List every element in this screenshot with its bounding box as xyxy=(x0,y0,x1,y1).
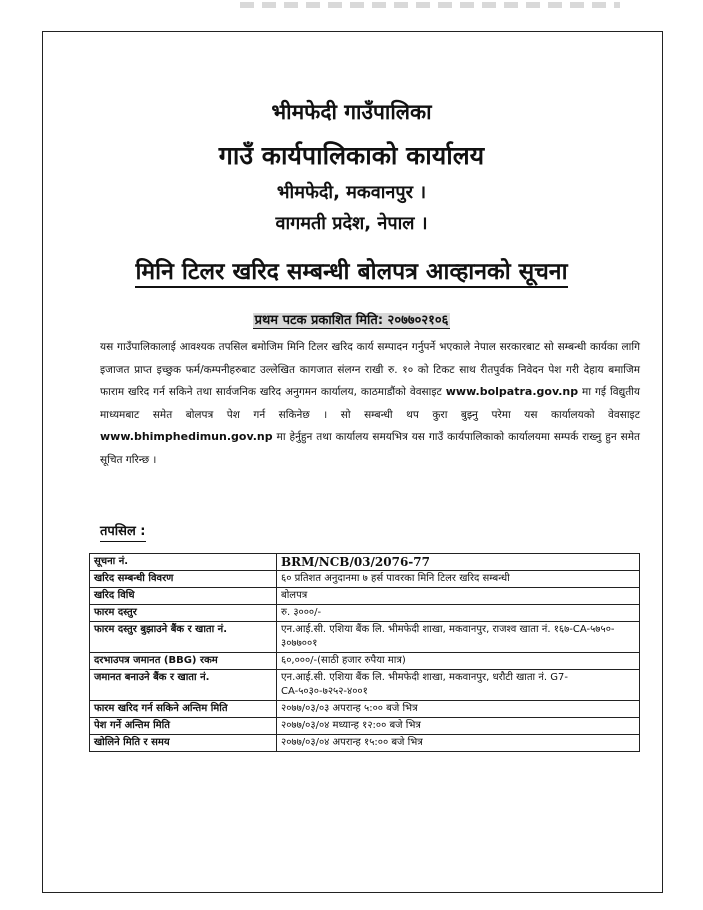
office-province: वागमती प्रदेश, नेपाल । xyxy=(275,213,428,234)
notice-title: मिनि टिलर खरिद सम्बन्धी बोलपत्र आव्हानको सूचना xyxy=(0,254,703,286)
details-table xyxy=(89,553,640,752)
scan-artifact xyxy=(240,2,620,8)
table-row: खोलिने मिति र समय २०७७/०३/०४ अपरान्ह १५:०० बजे भित्र xyxy=(90,735,640,752)
publication-date: प्रथम पटक प्रकाशित मिति: २०७७०२१०६ xyxy=(254,313,449,328)
details-heading: तपसिल : xyxy=(100,523,146,542)
table-row: फारम दस्तुर बुझाउने बैंक र खाता नं. एन.आई.सी. एशिया बैंक लि. भीमफेदी शाखा, मकवानपुर, राजश्व खाता नं. १६७-CA-५७५०- ३०७७००१ xyxy=(90,622,640,653)
table-row: पेश गर्ने अन्तिम मिति २०७७/०३/०४ मध्यान्ह १२:०० बजे भित्र xyxy=(90,718,640,735)
bolpatra-link[interactable]: www.bolpatra.gov.np xyxy=(445,385,579,398)
table-row: फारम दस्तुर रु. ३०००/- xyxy=(90,605,640,622)
office-name: गाउँ कार्यपालिकाको कार्यालय xyxy=(218,141,485,170)
table-row: खरिद सम्बन्धी विवरण ६० प्रतिशत अनुदानमा ७ हर्स पावरका मिनि टिलर खरिद सम्बन्धी xyxy=(90,571,640,588)
table-row: दरभाउपत्र जमानत (BBG) रकम ६०,०००/-(साठी हजार रुपैया मात्र) xyxy=(90,653,640,670)
table-row: खरिद विधि बोलपत्र xyxy=(90,588,640,605)
table-row: फारम खरिद गर्न सकिने अन्तिम मिति २०७७/०३/०३ अपरान्ह ५:०० बजे भित्र xyxy=(90,701,640,718)
office-location: भीमफेदी, मकवानपुर । xyxy=(276,182,427,203)
municipality-name: भीमफेदी गाउँपालिका xyxy=(271,100,432,124)
notice-body: यस गाउँपालिकालाई आवश्यक तपसिल बमोजिम मिनि टिलर खरिद कार्य सम्पादन गर्नुपर्ने भएकाले नेपाल सरकारबाट सो सम्बन्धी कार्यका लागि इजाजत प्राप्त इच्छुक फर्म/कम्पनीहरुबाट उल्लेखित कागजात संलग्न राखी रु. १० को टिकट साथ रीतपुर्वक निवेदन पेश गरी देहाय बमाजिम फाराम खरिद गर्न सकिने तथा सार्वजनिक खरिद अनुगमन कार्यालय, काठमाडौंको वेवसाइट www.bolpatra.gov.np मा गई विद्युतीय माध्यमबाट समेत बोलपत्र पेश गर्न सकिनेछ । सो सम्बन्धी थप कुरा बुझ्नु परेमा यस कार्यालयको वेवसाइट www.bhimphedimun.gov.np मा हेर्नुहुन तथा कार्यालय समयभित्र यस गाउँ कार्यपालिकाको कार्यालयमा सम्पर्क राख्नु हुन समेत सूचित गरिन्छ । xyxy=(100,341,640,466)
table-row: सूचना नं. BRM/NCB/03/2076-77 xyxy=(90,554,640,571)
table-row: जमानत बनाउने बैंक र खाता नं. एन.आई.सी. एशिया बैंक लि. भीमफेदी शाखा, मकवानपुर, धरौटी खाता नं. G7-CA-५०३०-७२५२-४००१ xyxy=(90,670,640,701)
municipality-website-link[interactable]: www.bhimphedimun.gov.np xyxy=(100,430,273,443)
